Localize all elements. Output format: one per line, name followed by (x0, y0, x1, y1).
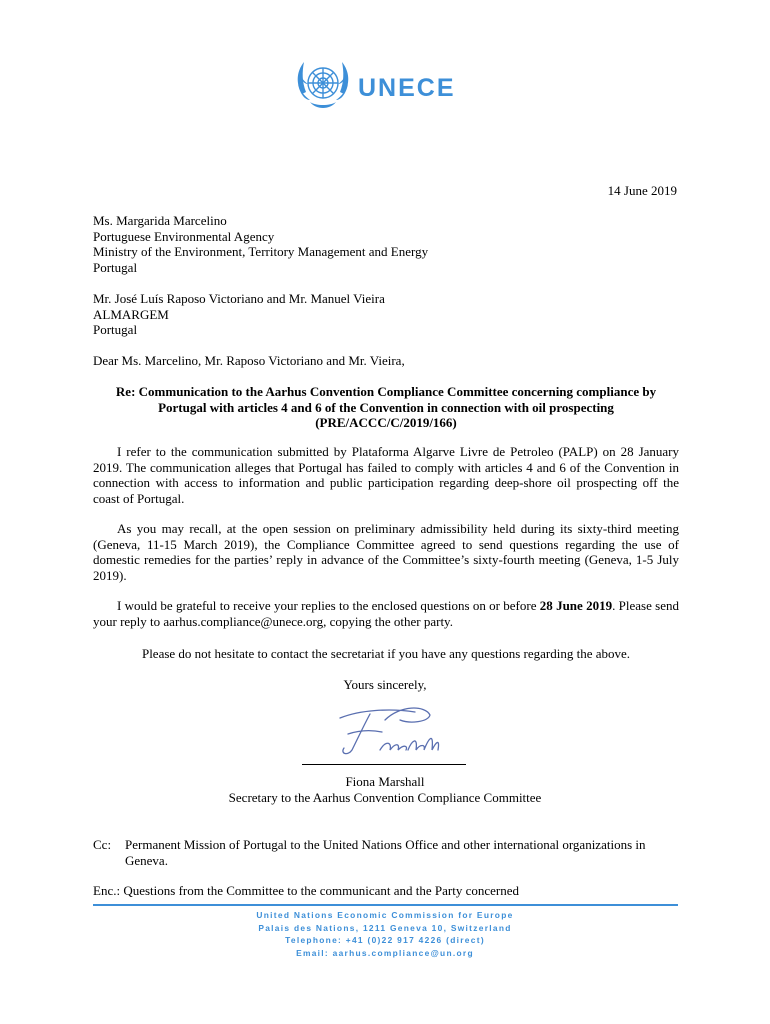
cc-line (93, 837, 679, 869)
salutation: Dear Ms. Marcelino, Mr. Raposo Victoriano and Mr. Vieira, (93, 353, 405, 368)
un-emblem-icon (292, 54, 354, 116)
footer-line: Email: aarhus.compliance@un.org (296, 947, 474, 958)
paragraph-text: . Please send your reply to aarhus.compliance@unece.org, copying the other party. (93, 598, 680, 629)
handwritten-signature (330, 700, 445, 760)
address-line: Portuguese Environmental Agency (93, 228, 275, 244)
paragraph-text: I would be grateful to receive your replies to the enclosed questions on or before (117, 598, 540, 613)
recipient-address-2 (93, 291, 679, 338)
signer-block (0, 774, 770, 806)
logo-text: UNECE (358, 73, 456, 102)
address-line: Ms. Margarida Marcelino (93, 213, 227, 228)
footer (0, 909, 770, 959)
footer-line: Telephone: +41 (0)22 917 4226 (direct) (285, 935, 485, 945)
cc-text: Permanent Mission of Portugal to the United Nations Office and other international organizations in Geneva. (125, 837, 646, 868)
footer-line: United Nations Economic Commission for Europe (256, 910, 514, 920)
signature-line (302, 764, 466, 765)
paragraph-text: I refer to the communication submitted by Plataforma Algarve Livre de Petroleo (PALP) on 28 January 2019. The communication alleges that Portugal has failed to comply with articles 4 and 6 of the Convention in connection with access to information and public participation regarding deep-shore oil prospecting off the coast of Portugal. (93, 444, 679, 506)
body-paragraph-3 (93, 598, 679, 629)
address-line: Ministry of the Environment, Territory Management and Energy (93, 244, 429, 260)
paragraph-text: As you may recall, at the open session on preliminary admissibility held during its sixty-third meeting (Geneva, 11-15 March 2019), the Compliance Committee agreed to send questions regarding the use of domestic remedies for the parties’ reply in advance of the Committee’s sixty-fourth meeting (Geneva, 1-5 July 2019). (93, 521, 679, 583)
address-line: Mr. José Luís Raposo Victoriano and Mr. Manuel Vieira (93, 291, 385, 306)
unece-logo (292, 55, 456, 115)
subject-line: Re: Communication to the Aarhus Convention Compliance Committee concerning compliance by Portugal with articles 4 and 6 of the Convention in connection with oil prospecting (PRE/ACCC/C/2019/166) (115, 384, 657, 431)
address-line: Portugal (93, 259, 138, 275)
body-paragraph-1 (93, 444, 679, 506)
signer-name: Fiona Marshall (345, 774, 425, 789)
recipient-address-1 (93, 213, 679, 275)
reply-deadline: 28 June 2019 (539, 598, 613, 613)
footer-line: Palais des Nations, 1211 Geneva 10, Switzerland (258, 922, 512, 933)
address-line: Portugal (93, 322, 138, 338)
letter-date: 14 June 2019 (607, 183, 677, 198)
signer-title: Secretary to the Aarhus Convention Compliance Committee (228, 790, 542, 805)
cc-label: Cc: (93, 837, 112, 852)
body-paragraph-4: Please do not hesitate to contact the secretariat if you have any questions regarding the above. (141, 646, 631, 661)
footer-divider (93, 904, 678, 906)
address-line: ALMARGEM (93, 306, 169, 322)
body-paragraph-2 (93, 521, 679, 583)
enclosure-line: Enc.: Questions from the Committee to the communicant and the Party concerned (93, 883, 519, 898)
closing: Yours sincerely, (343, 677, 427, 692)
